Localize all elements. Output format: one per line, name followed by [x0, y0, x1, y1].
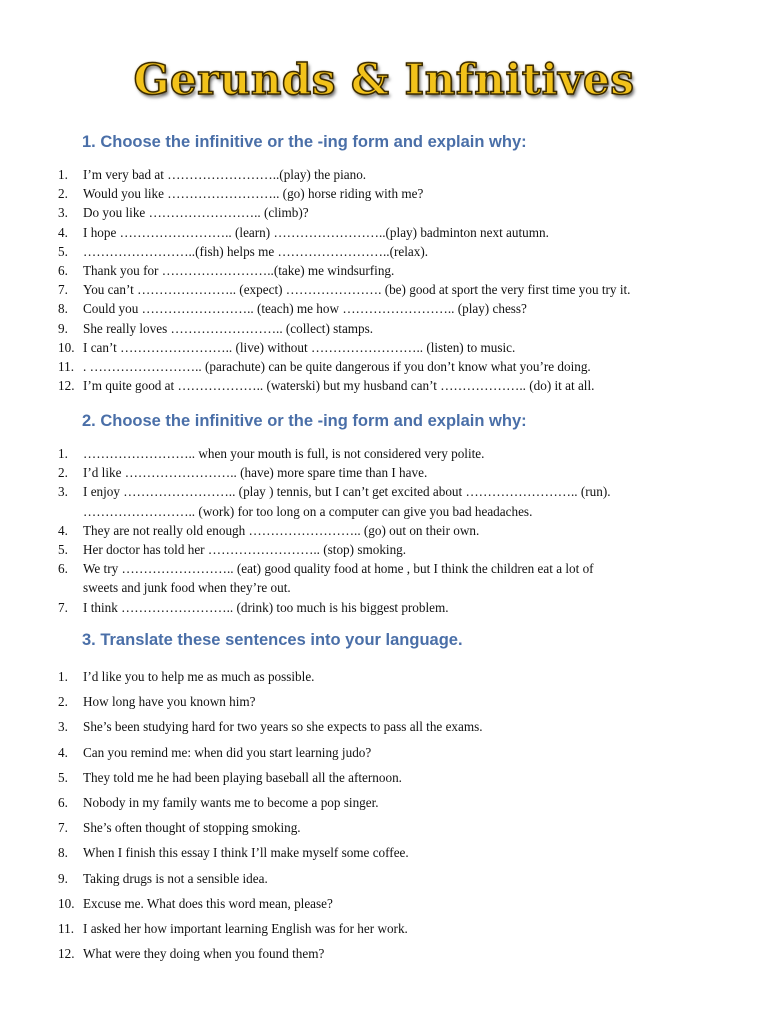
list-item	[0, 790, 733, 815]
item-number: 3.	[58, 484, 68, 500]
list-item	[0, 502, 733, 521]
item-text: . …………………….. (parachute) can be quite dangerous if you don’t know what you’re doing.	[83, 359, 591, 375]
item-number: 7.	[58, 599, 68, 615]
item-number: 2.	[58, 465, 68, 481]
item-text: I can’t …………………….. (live) without …………………….. (listen) to music.	[83, 339, 516, 355]
item-number: 7.	[58, 820, 68, 836]
item-text: I’m quite good at ……………….. (waterski) but my husband can’t ……………….. (do) it at all.	[83, 378, 595, 394]
list-item	[0, 916, 733, 941]
section-heading: 1. Choose the infinitive or the -ing form and explain why:	[82, 133, 527, 151]
item-text: What were they doing when you found them?	[83, 946, 325, 962]
item-number: 11.	[58, 359, 74, 375]
item-text: I’d like you to help me as much as possible.	[83, 669, 315, 684]
list-item	[0, 559, 733, 578]
item-number: 3.	[58, 719, 68, 735]
list-item	[0, 765, 733, 790]
list-item	[0, 482, 733, 501]
exercise-list	[0, 444, 768, 617]
list-item	[0, 891, 733, 916]
item-text: I think …………………….. (drink) too much is his biggest problem.	[83, 599, 449, 615]
item-number: 2.	[58, 186, 68, 202]
item-text: …………………….. (work) for too long on a computer can give you bad headaches.	[83, 503, 533, 519]
item-text: We try …………………….. (eat) good quality food at home , but I think the children eat a lot of	[83, 561, 594, 577]
list-item	[0, 242, 733, 261]
item-number: 11.	[58, 921, 74, 937]
list-item	[0, 299, 733, 318]
item-text: Thank you for ……………………..(take) me windsurfing.	[83, 263, 395, 279]
item-text: They told me he had been playing baseball all the afternoon.	[83, 769, 402, 785]
item-number: 9.	[58, 320, 68, 336]
list-item	[0, 444, 733, 463]
list-item	[0, 319, 733, 338]
item-text: They are not really old enough …………………….. (go) out on their own.	[83, 522, 480, 538]
item-text: You can’t ………………….. (expect) …………………. (be) good at sport the very first time you try it.	[83, 282, 631, 298]
item-number: 6.	[58, 263, 68, 279]
item-number: 12.	[58, 946, 75, 962]
list-item	[0, 714, 733, 739]
item-number: 1.	[58, 446, 68, 461]
item-number: 5.	[58, 542, 68, 558]
list-item	[0, 840, 733, 865]
item-number: 6.	[58, 795, 68, 811]
list-item	[0, 578, 733, 597]
item-text: Could you …………………….. (teach) me how …………………….. (play) chess?	[83, 301, 527, 317]
item-number: 10.	[58, 895, 75, 911]
item-text: She’s been studying hard for two years so she expects to pass all the exams.	[83, 719, 483, 735]
item-number: 4.	[58, 744, 68, 760]
item-text: Nobody in my family wants me to become a pop singer.	[83, 795, 379, 811]
item-number: 8.	[58, 301, 68, 317]
list-item	[0, 223, 733, 242]
list-item	[0, 740, 733, 765]
item-number: 4.	[58, 522, 68, 538]
item-text: Her doctor has told her …………………….. (stop) smoking.	[83, 542, 407, 558]
item-text: I hope …………………….. (learn) ……………………..(play) badminton next autumn.	[83, 224, 549, 240]
item-text: Can you remind me: when did you start learning judo?	[83, 744, 372, 760]
list-item	[0, 463, 733, 482]
list-item	[0, 941, 733, 966]
item-number: 5.	[58, 243, 68, 259]
item-number: 12.	[58, 378, 75, 394]
item-text: …………………….. when your mouth is full, is not considered very polite.	[83, 446, 485, 461]
exercise-list	[0, 664, 768, 966]
item-number: 3.	[58, 205, 68, 221]
item-text: Excuse me. What does this word mean, please?	[83, 895, 333, 911]
list-item	[0, 203, 733, 222]
item-number: 5.	[58, 769, 68, 785]
item-text: Do you like …………………….. (climb)?	[83, 205, 309, 221]
exercise-list	[0, 165, 768, 395]
list-item	[0, 540, 733, 559]
item-text: I’d like …………………….. (have) more spare time than I have.	[83, 465, 428, 481]
item-text: Taking drugs is not a sensible idea.	[83, 870, 268, 886]
item-text: I’m very bad at ……………………..(play) the piano.	[83, 167, 367, 182]
item-text: ……………………..(fish) helps me ……………………..(relax).	[83, 243, 429, 259]
item-text: She really loves …………………….. (collect) stamps.	[83, 320, 374, 336]
item-number: 4.	[58, 224, 68, 240]
list-item	[0, 357, 733, 376]
item-text: How long have you known him?	[83, 694, 256, 710]
list-item	[0, 376, 733, 395]
item-text: She’s often thought of stopping smoking.	[83, 820, 301, 836]
item-number: 6.	[58, 561, 68, 577]
list-item	[0, 598, 733, 617]
item-number: 1.	[58, 167, 68, 182]
item-number: 10.	[58, 339, 75, 355]
list-item	[0, 689, 733, 714]
page-title: Gerunds & Infnitives	[133, 55, 635, 104]
list-item	[0, 280, 733, 299]
list-item	[0, 261, 733, 280]
list-item	[0, 866, 733, 891]
item-text: sweets and junk food when they’re out.	[83, 580, 291, 596]
item-text: I enjoy …………………….. (play ) tennis, but I can’t get excited about …………………….. (run).	[83, 484, 611, 500]
section-2	[0, 410, 768, 617]
section-heading: 2. Choose the infinitive or the -ing form and explain why:	[82, 412, 527, 430]
list-item	[0, 338, 733, 357]
item-number: 1.	[58, 669, 68, 684]
section-3	[0, 629, 768, 966]
section-heading: 3. Translate these sentences into your language.	[82, 631, 463, 649]
item-text: I asked her how important learning English was for her work.	[83, 921, 408, 937]
list-item	[0, 184, 733, 203]
item-text: Would you like …………………….. (go) horse riding with me?	[83, 186, 424, 202]
list-item	[0, 165, 733, 184]
item-number: 9.	[58, 870, 68, 886]
item-number: 8.	[58, 845, 68, 861]
list-item	[0, 521, 733, 540]
list-item	[0, 664, 733, 689]
item-number: 2.	[58, 694, 68, 710]
list-item	[0, 815, 733, 840]
item-text: When I finish this essay I think I’ll make myself some coffee.	[83, 845, 409, 861]
section-1	[0, 131, 768, 395]
item-number: 7.	[58, 282, 68, 298]
